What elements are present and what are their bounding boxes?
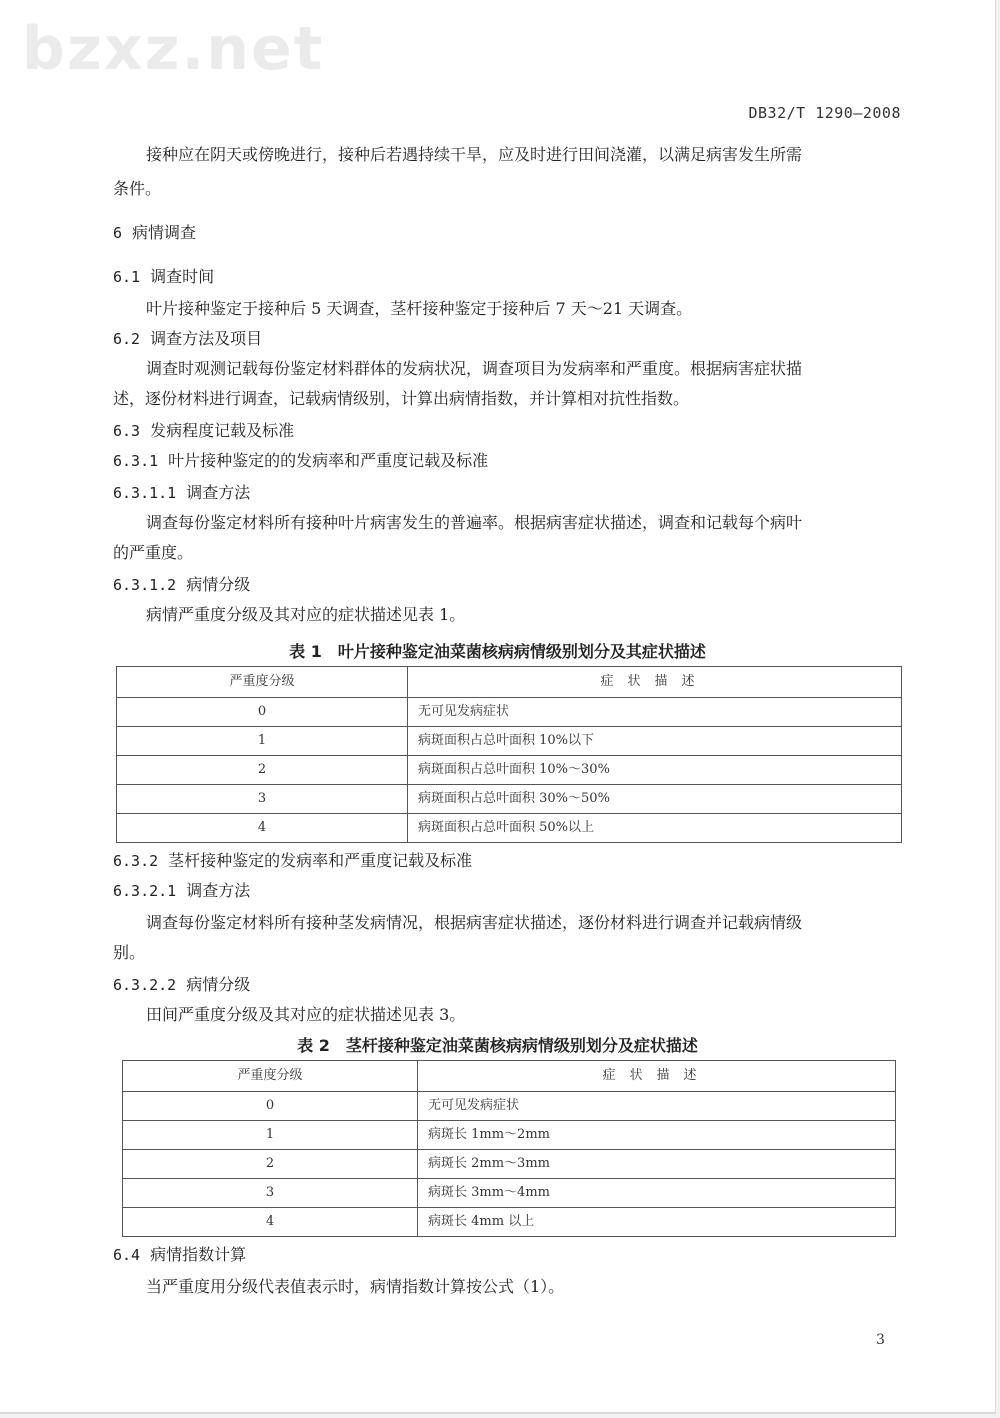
section-number: 6.2 <box>113 330 141 348</box>
section-6-2-body-1: 调查时观测记载每份鉴定材料群体的发病状况，调查项目为发病率和严重度。根据病害症状描 <box>146 359 803 378</box>
table-row <box>123 1150 896 1179</box>
section-title: 调查方法 <box>186 881 251 900</box>
section-6-heading <box>113 222 196 244</box>
section-number: 6.3 <box>113 422 141 440</box>
section-6-2-heading <box>113 328 262 350</box>
table-row <box>123 1092 896 1121</box>
section-number: 6.3.2.1 <box>113 882 177 900</box>
section-6-3-heading <box>113 420 294 442</box>
table-row <box>117 727 902 756</box>
section-title: 病情指数计算 <box>150 1245 247 1264</box>
description-cell: 病斑面积占总叶面积 10%～30% <box>408 756 902 785</box>
section-title: 发病程度记载及标准 <box>150 421 295 440</box>
section-6-3-1-1-heading <box>113 482 250 504</box>
table-1 <box>116 666 902 843</box>
description-cell: 病斑面积占总叶面积 50%以上 <box>408 814 902 843</box>
section-number: 6.3.2.2 <box>113 976 177 994</box>
description-cell: 病斑面积占总叶面积 10%以下 <box>408 727 902 756</box>
description-cell: 病斑长 4mm 以上 <box>418 1208 896 1237</box>
description-cell: 无可见发病症状 <box>408 698 902 727</box>
grade-cell: 2 <box>123 1150 418 1179</box>
section-number: 6.3.2 <box>113 852 159 870</box>
section-title: 调查方法及项目 <box>150 329 263 348</box>
table-1-caption: 表 1 叶片接种鉴定油菜菌核病病情级别划分及其症状描述 <box>289 642 706 661</box>
section-number: 6.3.1 <box>113 452 159 470</box>
section-6-1-body: 叶片接种鉴定于接种后 5 天调查，茎杆接种鉴定于接种后 7 天～21 天调查。 <box>146 299 693 318</box>
table-row <box>117 814 902 843</box>
section-title: 调查时间 <box>150 267 215 286</box>
description-cell: 无可见发病症状 <box>418 1092 896 1121</box>
section-title: 叶片接种鉴定的的发病率和严重度记载及标准 <box>168 451 489 470</box>
section-6-3-2-1-heading <box>113 880 250 902</box>
section-number: 6 <box>113 224 123 242</box>
grade-cell: 3 <box>117 785 408 814</box>
table-row <box>117 785 902 814</box>
table-header-row <box>117 667 902 698</box>
section-number: 6.4 <box>113 1246 141 1264</box>
description-cell: 病斑长 3mm～4mm <box>418 1179 896 1208</box>
header-symptom-description: 症状描述 <box>408 667 902 698</box>
grade-cell: 4 <box>117 814 408 843</box>
section-6-3-1-2-body: 病情严重度分级及其对应的症状描述见表 1。 <box>146 605 466 624</box>
section-title: 病情分级 <box>186 975 251 994</box>
section-title: 调查方法 <box>186 483 251 502</box>
table-2-caption: 表 2 茎杆接种鉴定油菜菌核病病情级别划分及症状描述 <box>297 1036 698 1055</box>
table-header-row <box>123 1061 896 1092</box>
header-symptom-description: 症状描述 <box>418 1061 896 1092</box>
section-6-3-1-1-body-2: 的严重度。 <box>113 543 194 562</box>
intro-line-1: 接种应在阴天或傍晚进行，接种后若遇持续干旱，应及时进行田间浇灌，以满足病害发生所需 <box>146 145 803 164</box>
section-title: 病情分级 <box>186 575 251 594</box>
grade-cell: 1 <box>117 727 408 756</box>
header-severity-grade: 严重度分级 <box>123 1061 418 1092</box>
table-row <box>123 1121 896 1150</box>
grade-cell: 0 <box>123 1092 418 1121</box>
grade-cell: 1 <box>123 1121 418 1150</box>
intro-line-2: 条件。 <box>113 179 162 198</box>
section-6-3-1-heading <box>113 450 488 472</box>
section-6-3-2-2-body: 田间严重度分级及其对应的症状描述见表 3。 <box>146 1005 466 1024</box>
grade-cell: 4 <box>123 1208 418 1237</box>
table-row <box>123 1179 896 1208</box>
description-cell: 病斑长 2mm～3mm <box>418 1150 896 1179</box>
grade-cell: 2 <box>117 756 408 785</box>
table-2 <box>122 1060 896 1237</box>
page-number: 3 <box>876 1332 885 1348</box>
grade-cell: 0 <box>117 698 408 727</box>
section-number: 6.3.1.1 <box>113 484 177 502</box>
section-title: 茎杆接种鉴定的发病率和严重度记载及标准 <box>168 851 473 870</box>
section-number: 6.3.1.2 <box>113 576 177 594</box>
section-6-3-1-2-heading <box>113 574 250 596</box>
header-severity-grade: 严重度分级 <box>117 667 408 698</box>
section-6-3-1-1-body-1: 调查每份鉴定材料所有接种叶片病害发生的普遍率。根据病害症状描述，调查和记载每个病叶 <box>146 513 803 532</box>
section-number: 6.1 <box>113 268 141 286</box>
section-6-3-2-heading <box>113 850 472 872</box>
section-6-4-heading <box>113 1244 246 1266</box>
grade-cell: 3 <box>123 1179 418 1208</box>
section-6-2-body-2: 述，逐份材料进行调查，记载病情级别，计算出病情指数，并计算相对抗性指数。 <box>113 389 690 408</box>
section-6-4-body: 当严重度用分级代表值表示时，病情指数计算按公式（1）。 <box>146 1277 565 1296</box>
section-6-3-2-2-heading <box>113 974 250 996</box>
section-6-1-heading <box>113 266 214 288</box>
watermark: bzxz.net <box>22 14 325 84</box>
document-code: DB32/T 1290—2008 <box>748 104 901 122</box>
section-6-3-2-1-body-1: 调查每份鉴定材料所有接种茎发病情况，根据病害症状描述，逐份材料进行调查并记载病情级 <box>146 913 803 932</box>
table-row <box>117 698 902 727</box>
description-cell: 病斑面积占总叶面积 30%～50% <box>408 785 902 814</box>
description-cell: 病斑长 1mm～2mm <box>418 1121 896 1150</box>
section-title: 病情调查 <box>132 223 197 242</box>
table-row <box>117 756 902 785</box>
table-row <box>123 1208 896 1237</box>
section-6-3-2-1-body-2: 别。 <box>113 943 146 962</box>
